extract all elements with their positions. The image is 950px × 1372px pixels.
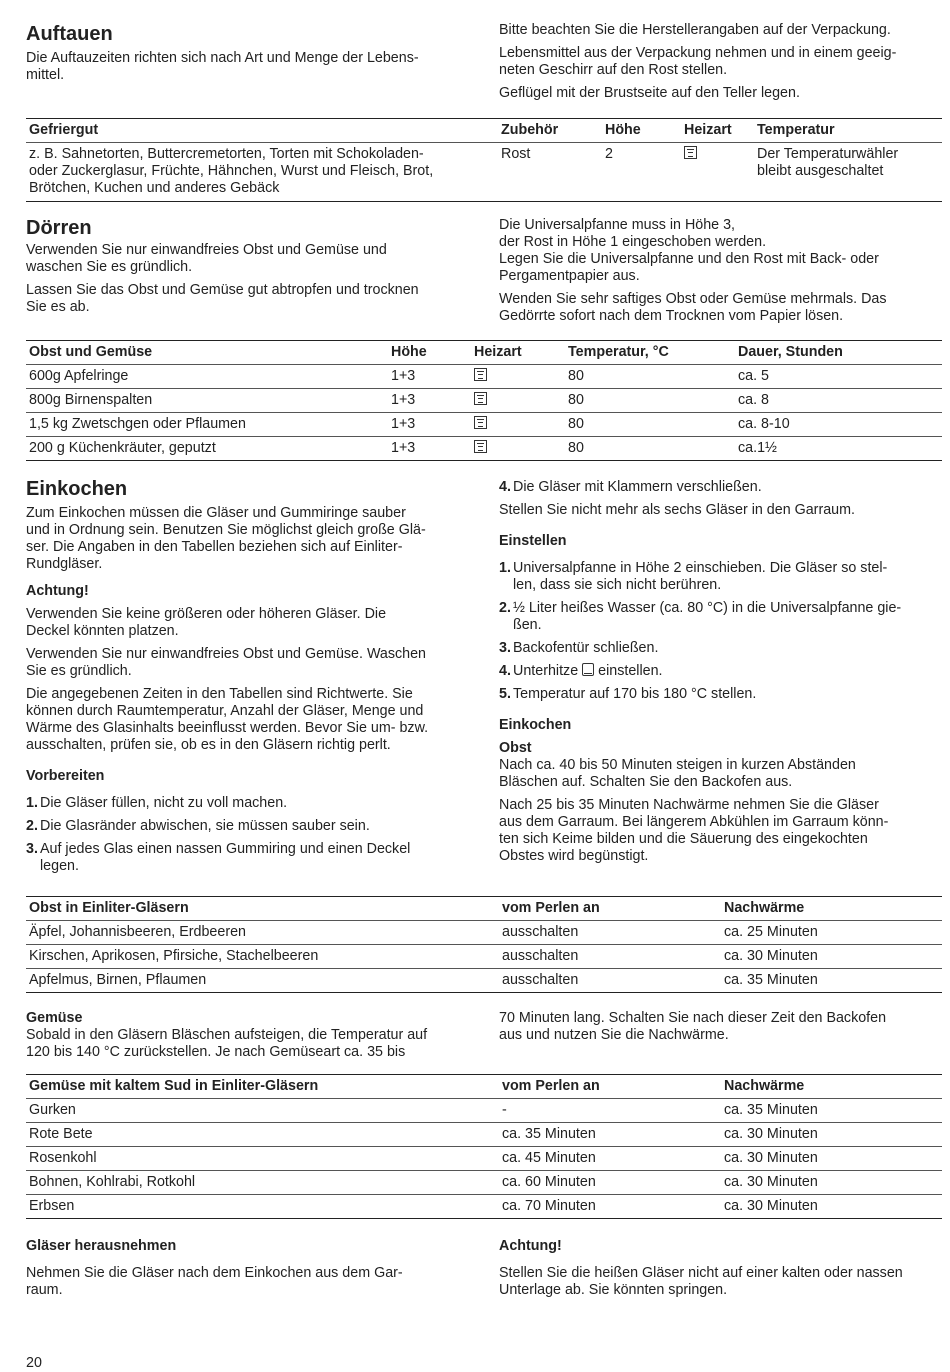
einstellen-list (499, 560, 944, 703)
table-cell: Der Temperaturwähler bleibt ausgeschaltet (754, 143, 942, 202)
list-item (26, 818, 471, 835)
list-item (499, 600, 944, 634)
step-text: einstellen. (598, 663, 663, 679)
table-cell: 1+3 (388, 413, 471, 437)
doerren-heading: Dörren (26, 217, 92, 239)
paragraph: Nach ca. 40 bis 50 Minuten steigen in kurzen Abständen Bläschen auf. Schalten Sie den Backofen aus. (499, 757, 856, 790)
table-cell: ca. 35 Minuten (721, 969, 942, 993)
paragraph: Bitte beachten Sie die Herstellerangaben auf der Verpackung. (499, 22, 891, 38)
paragraph: Verwenden Sie keine größeren oder höheren Gläser. Die Deckel könnten platzen. (26, 606, 387, 639)
table-row (26, 1195, 942, 1219)
column-header: Heizart (471, 341, 565, 365)
herausnehmen-section (26, 1238, 471, 1305)
convection-icon (474, 368, 487, 381)
einkochen-heading: Einkochen (26, 478, 128, 500)
table-row (26, 921, 942, 945)
einkochen-sublabel: Einkochen (499, 717, 572, 733)
column-header: Obst und Gemüse (26, 341, 388, 365)
paragraph: Wenden Sie sehr saftiges Obst oder Gemüse mehrmals. Das Gedörrte sofort nach dem Trocknen vom Papier lösen. (499, 291, 887, 324)
auftauen-intro: Die Auftauzeiten richten sich nach Art und Menge der Lebens- mittel. (26, 50, 419, 83)
table-cell: 600g Apfelringe (26, 365, 388, 389)
table-cell: 80 (565, 365, 735, 389)
step-text: Die Glasränder abwischen, sie müssen sauber sein. (40, 818, 370, 834)
column-header: Dauer, Stunden (735, 341, 942, 365)
table-cell: Kirschen, Aprikosen, Pfirsiche, Stachelbeeren (26, 945, 499, 969)
table-cell: ausschalten (499, 969, 721, 993)
paragraph: Die Universalpfanne muss in Höhe 3, der Rost in Höhe 1 eingeschoben werden. Legen Sie die Universalpfanne und den Rost mit Back- oder Pergamentpapier aus. (499, 217, 879, 284)
table-row (26, 1147, 942, 1171)
table-cell: Äpfel, Johannisbeeren, Erdbeeren (26, 921, 499, 945)
table-row (26, 365, 942, 389)
list-item (499, 686, 944, 703)
table-row (26, 1123, 942, 1147)
auftauen-table (26, 118, 942, 202)
table-row (26, 1099, 942, 1123)
step-number: 2. (26, 818, 38, 834)
table-cell (471, 365, 565, 389)
table-cell: ca. 35 Minuten (499, 1123, 721, 1147)
step-text: Die Gläser mit Klammern verschließen. (513, 479, 762, 495)
table-row (26, 1171, 942, 1195)
table-cell: Rote Bete (26, 1123, 499, 1147)
step4-list (499, 479, 944, 496)
column-header: Höhe (602, 119, 681, 143)
table-cell: ausschalten (499, 921, 721, 945)
table-row (26, 437, 942, 461)
table-cell: Erbsen (26, 1195, 499, 1219)
obst-table (26, 896, 942, 993)
column-header: Temperatur (754, 119, 942, 143)
table-cell: ca. 30 Minuten (721, 1171, 942, 1195)
table-cell: ca. 30 Minuten (721, 945, 942, 969)
paragraph: Geflügel mit der Brustseite auf den Teller legen. (499, 85, 800, 101)
column-header: Nachwärme (721, 897, 942, 921)
step-number: 3. (499, 640, 511, 656)
table-row (26, 945, 942, 969)
einkochen-intro: Zum Einkochen müssen die Gläser und Gummiringe sauber und in Ordnung sein. Benutzen Sie möglichst gleich große Glä- ser. Die Angaben in den Tabellen beziehen sich auf Einliter- Rundgläser. (26, 505, 426, 572)
doerren-table (26, 340, 942, 461)
gemuese-right (499, 1010, 944, 1050)
table-row (26, 143, 942, 202)
step-text: ½ Liter heißes Wasser (ca. 80 °C) in die Universalpfanne gie- ßen. (513, 600, 902, 633)
table-cell: ca. 70 Minuten (499, 1195, 721, 1219)
table-cell: ca. 30 Minuten (721, 1147, 942, 1171)
table-row (26, 413, 942, 437)
table-cell: Apfelmus, Birnen, Pflaumen (26, 969, 499, 993)
table-cell: 1+3 (388, 437, 471, 461)
gemuese-left (26, 1010, 471, 1067)
table-cell: 80 (565, 413, 735, 437)
table-cell: ca.1½ (735, 437, 942, 461)
paragraph: Verwenden Sie nur einwandfreies Obst und Gemüse und waschen Sie es gründlich. (26, 242, 387, 275)
gemuese-table (26, 1074, 942, 1219)
paragraph: Lebensmittel aus der Verpackung nehmen und in einem geeig- neten Geschirr auf den Rost stellen. (499, 45, 897, 78)
table-cell (471, 437, 565, 461)
column-header: Heizart (681, 119, 754, 143)
einstellen-label: Einstellen (499, 533, 567, 549)
auftauen-right (499, 22, 944, 108)
step-text: Auf jedes Glas einen nassen Gummiring und einen Deckel legen. (40, 841, 411, 874)
table-row (26, 969, 942, 993)
table-cell (471, 413, 565, 437)
table-cell (471, 389, 565, 413)
list-item (499, 560, 944, 594)
list-item (26, 795, 471, 812)
convection-icon (474, 416, 487, 429)
table-cell: ca. 8-10 (735, 413, 942, 437)
step-text: Temperatur auf 170 bis 180 °C stellen. (513, 686, 757, 702)
table-cell: ca. 60 Minuten (499, 1171, 721, 1195)
list-item (26, 841, 471, 875)
paragraph: 70 Minuten lang. Schalten Sie nach dieser Zeit den Backofen aus und nutzen Sie die Nachwärme. (499, 1010, 887, 1043)
step-number: 1. (26, 795, 38, 811)
achtung2-label: Achtung! (499, 1238, 562, 1254)
step-text: Universalpfanne in Höhe 2 einschieben. Die Gläser so stel- len, dass sie sich nicht berühren. (513, 560, 888, 593)
table-cell: ca. 5 (735, 365, 942, 389)
herausnehmen-label: Gläser herausnehmen (26, 1238, 177, 1254)
table-cell: 2 (602, 143, 681, 202)
column-header: Gefriergut (26, 119, 498, 143)
gemuese-label: Gemüse (26, 1010, 83, 1026)
step-number: 4. (499, 663, 511, 679)
table-cell (681, 143, 754, 202)
step-text: Die Gläser füllen, nicht zu voll machen. (40, 795, 288, 811)
table-cell: 1+3 (388, 365, 471, 389)
table-cell: ca. 8 (735, 389, 942, 413)
vorbereiten-list (26, 795, 471, 875)
table-cell: 80 (565, 437, 735, 461)
step-number: 5. (499, 686, 511, 702)
paragraph: Die angegebenen Zeiten in den Tabellen sind Richtwerte. Sie können durch Raumtemperatur, Anzahl der Gläser, Menge und Wärme des Glasinhalts beeinflusst werden. Bevor Sie um- bzw. ausschalten, prüfen sie, ob es in den Gläsern richtig perlt. (26, 686, 429, 753)
paragraph: Lassen Sie das Obst und Gemüse gut abtropfen und trocknen Sie es ab. (26, 282, 419, 315)
table-cell: ca. 30 Minuten (721, 1195, 942, 1219)
table-cell: 1+3 (388, 389, 471, 413)
column-header: vom Perlen an (499, 897, 721, 921)
column-header: vom Perlen an (499, 1075, 721, 1099)
paragraph: Nach 25 bis 35 Minuten Nachwärme nehmen Sie die Gläser aus dem Garraum. Bei längerem Abkühlen im Garraum könn- ten sich Keime bilden und die Säuerung des eingekochten Obstes wird begünstigt. (499, 797, 889, 864)
table-cell: ausschalten (499, 945, 721, 969)
table-cell: ca. 30 Minuten (721, 1123, 942, 1147)
step-number: 3. (26, 841, 38, 857)
table-row (26, 389, 942, 413)
table-cell: - (499, 1099, 721, 1123)
table-cell: ca. 45 Minuten (499, 1147, 721, 1171)
column-header: Gemüse mit kaltem Sud in Einliter-Gläsern (26, 1075, 499, 1099)
paragraph: Sobald in den Gläsern Bläschen aufsteigen, die Temperatur auf 120 bis 140 °C zurückstellen. Je nach Gemüseart ca. 35 bis (26, 1027, 428, 1060)
column-header: Temperatur, °C (565, 341, 735, 365)
column-header: Zubehör (498, 119, 602, 143)
table-cell: 200 g Küchenkräuter, geputzt (26, 437, 388, 461)
page-number: 20 (26, 1355, 42, 1371)
defrost-icon (684, 146, 697, 159)
paragraph: Nehmen Sie die Gläser nach dem Einkochen aus dem Gar- raum. (26, 1265, 403, 1298)
table-cell: z. B. Sahnetorten, Buttercremetorten, Torten mit Schokoladen- oder Zuckerglasur, Früchte, Hähnchen, Wurst und Fleisch, Brot, Brötchen, Kuchen und anderes Gebäck (26, 143, 498, 202)
column-header: Obst in Einliter-Gläsern (26, 897, 499, 921)
column-header: Nachwärme (721, 1075, 942, 1099)
table-cell: Rost (498, 143, 602, 202)
table-cell: Rosenkohl (26, 1147, 499, 1171)
table-cell: ca. 35 Minuten (721, 1099, 942, 1123)
table-cell: ca. 25 Minuten (721, 921, 942, 945)
column-header: Höhe (388, 341, 471, 365)
step-number: 1. (499, 560, 511, 576)
step-number: 2. (499, 600, 511, 616)
step-text: Unterhitze (513, 663, 579, 679)
convection-icon (474, 392, 487, 405)
table-cell: 800g Birnenspalten (26, 389, 388, 413)
vorbereiten-label: Vorbereiten (26, 768, 105, 784)
achtung2-section (499, 1238, 944, 1305)
achtung-label: Achtung! (26, 583, 89, 599)
doerren-right (499, 217, 944, 331)
list-item (499, 640, 944, 657)
table-cell: Gurken (26, 1099, 499, 1123)
paragraph: Stellen Sie die heißen Gläser nicht auf einer kalten oder nassen Unterlage ab. Sie könnten springen. (499, 1265, 903, 1298)
step-number: 4. (499, 479, 511, 495)
table-cell: 1,5 kg Zwetschgen oder Pflaumen (26, 413, 388, 437)
paragraph: Verwenden Sie nur einwandfreies Obst und Gemüse. Waschen Sie es gründlich. (26, 646, 427, 679)
table-cell: 80 (565, 389, 735, 413)
einkochen-left (26, 477, 471, 881)
einkochen-right (499, 479, 944, 871)
table-cell: Bohnen, Kohlrabi, Rotkohl (26, 1171, 499, 1195)
list-item (499, 663, 944, 680)
paragraph: Stellen Sie nicht mehr als sechs Gläser in den Garraum. (499, 502, 855, 518)
convection-icon (474, 440, 487, 453)
list-item (499, 479, 944, 496)
auftauen-heading: Auftauen (26, 23, 113, 45)
step-text: Backofentür schließen. (513, 640, 659, 656)
doerren-left (26, 216, 471, 322)
obst-label: Obst (499, 740, 532, 756)
bottom-heat-icon (582, 663, 594, 676)
auftauen-left (26, 22, 466, 90)
